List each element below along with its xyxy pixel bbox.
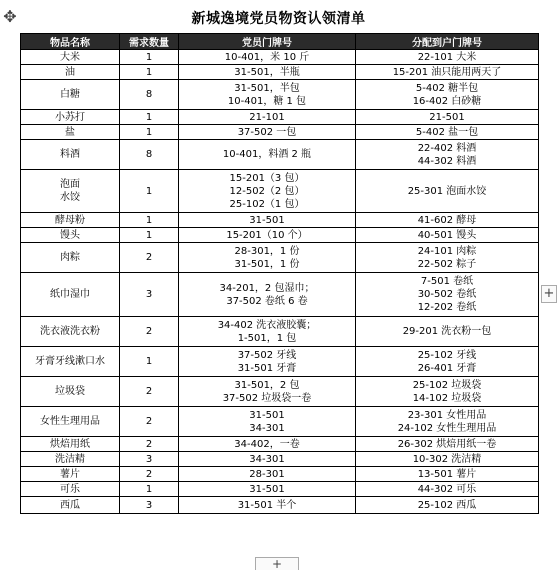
cell-quantity: 2 (120, 467, 179, 482)
table-row (21, 170, 539, 213)
cell-quantity: 1 (120, 213, 179, 228)
table-row (21, 452, 539, 467)
cell-quantity: 8 (120, 140, 179, 170)
cell-party-member-unit: 28-301，1 份 31-501，1 份 (179, 243, 356, 273)
cell-party-member-unit: 34-402，一卷 (179, 437, 356, 452)
supply-claim-table (20, 33, 539, 514)
cell-quantity: 3 (120, 497, 179, 514)
cell-party-member-unit: 34-201，2 包湿巾； 37-502 卷纸 6 卷 (179, 273, 356, 317)
cell-party-member-unit: 31-501，2 包 37-502 垃圾袋一卷 (179, 377, 356, 407)
cell-party-member-unit: 10-401，米 10 斤 (179, 50, 356, 65)
cell-item-name: 烘焙用纸 (21, 437, 120, 452)
cell-item-name: 白糖 (21, 80, 120, 110)
cell-item-name: 牙膏牙线漱口水 (21, 347, 120, 377)
cell-assigned-unit: 15-201 油只能用两天了 (356, 65, 539, 80)
table-row (21, 347, 539, 377)
cell-item-name: 油 (21, 65, 120, 80)
cell-item-name: 可乐 (21, 482, 120, 497)
table-row (21, 467, 539, 482)
cell-quantity: 1 (120, 125, 179, 140)
table-row (21, 273, 539, 317)
table-row (21, 228, 539, 243)
page-title: 新城逸境党员物资认领清单 (191, 11, 366, 27)
cell-party-member-unit: 31-501，半包 10-401，糖 1 包 (179, 80, 356, 110)
cell-quantity: 1 (120, 65, 179, 80)
cell-assigned-unit: 25-102 牙线 26-401 牙膏 (356, 347, 539, 377)
cell-quantity: 1 (120, 110, 179, 125)
cell-item-name: 盐 (21, 125, 120, 140)
cell-quantity: 8 (120, 80, 179, 110)
cell-assigned-unit: 22-402 料酒 44-302 料酒 (356, 140, 539, 170)
cell-party-member-unit: 15-201（3 包） 12-502（2 包） 25-102（1 包） (179, 170, 356, 213)
cell-quantity: 3 (120, 273, 179, 317)
header-quantity: 需求数量 (120, 34, 179, 50)
cell-party-member-unit: 10-401，料酒 2 瓶 (179, 140, 356, 170)
cell-assigned-unit: 25-301 泡面水饺 (356, 170, 539, 213)
table-row (21, 437, 539, 452)
table-row (21, 125, 539, 140)
table-row (21, 110, 539, 125)
cell-quantity: 1 (120, 228, 179, 243)
cell-assigned-unit: 5-402 盐一包 (356, 125, 539, 140)
cell-assigned-unit: 44-302 可乐 (356, 482, 539, 497)
cell-item-name: 女性生理用品 (21, 407, 120, 437)
add-row-plus-icon[interactable]: + (255, 557, 299, 570)
cell-item-name: 料酒 (21, 140, 120, 170)
cell-item-name: 泡面 水饺 (21, 170, 120, 213)
table-row (21, 50, 539, 65)
header-item-name: 物品名称 (21, 34, 120, 50)
cell-assigned-unit: 24-101 肉粽 22-502 粽子 (356, 243, 539, 273)
header-assigned-unit: 分配到户门牌号 (356, 34, 539, 50)
cell-party-member-unit: 31-501，半瓶 (179, 65, 356, 80)
cell-party-member-unit: 37-502 一包 (179, 125, 356, 140)
cell-party-member-unit: 37-502 牙线 31-501 牙膏 (179, 347, 356, 377)
table-header-row (21, 34, 539, 50)
cell-item-name: 垃圾袋 (21, 377, 120, 407)
cell-quantity: 1 (120, 50, 179, 65)
cell-assigned-unit: 26-302 烘焙用纸一卷 (356, 437, 539, 452)
table-body (21, 50, 539, 514)
table-row (21, 407, 539, 437)
cell-quantity: 2 (120, 317, 179, 347)
cell-party-member-unit: 34-301 (179, 452, 356, 467)
cell-quantity: 1 (120, 482, 179, 497)
cell-assigned-unit: 40-501 馒头 (356, 228, 539, 243)
cell-quantity: 2 (120, 437, 179, 452)
cell-assigned-unit: 25-102 垃圾袋 14-102 垃圾袋 (356, 377, 539, 407)
table-move-handle-icon[interactable]: ✥ (3, 7, 17, 26)
cell-quantity: 3 (120, 452, 179, 467)
cell-item-name: 肉粽 (21, 243, 120, 273)
cell-assigned-unit: 21-501 (356, 110, 539, 125)
cell-item-name: 馒头 (21, 228, 120, 243)
cell-assigned-unit: 23-301 女性用品 24-102 女性生理用品 (356, 407, 539, 437)
add-column-plus-icon[interactable]: + (541, 285, 557, 303)
cell-party-member-unit: 34-402 洗衣液胶囊； 1-501，1 包 (179, 317, 356, 347)
cell-party-member-unit: 15-201（10 个） (179, 228, 356, 243)
cell-item-name: 洗洁精 (21, 452, 120, 467)
cell-party-member-unit: 31-501 34-301 (179, 407, 356, 437)
table-row (21, 140, 539, 170)
cell-party-member-unit: 28-301 (179, 467, 356, 482)
table-row (21, 317, 539, 347)
table-row (21, 213, 539, 228)
cell-assigned-unit: 5-402 糖半包 16-402 白砂糖 (356, 80, 539, 110)
cell-item-name: 薯片 (21, 467, 120, 482)
table-row (21, 497, 539, 514)
cell-quantity: 1 (120, 347, 179, 377)
cell-party-member-unit: 21-101 (179, 110, 356, 125)
header-party-member-unit: 党员门牌号 (179, 34, 356, 50)
cell-party-member-unit: 31-501 半个 (179, 497, 356, 514)
cell-assigned-unit: 25-102 西瓜 (356, 497, 539, 514)
cell-assigned-unit: 29-201 洗衣粉一包 (356, 317, 539, 347)
cell-party-member-unit: 31-501 (179, 482, 356, 497)
cell-item-name: 小苏打 (21, 110, 120, 125)
table-row (21, 377, 539, 407)
cell-assigned-unit: 13-501 薯片 (356, 467, 539, 482)
cell-assigned-unit: 41-602 酵母 (356, 213, 539, 228)
cell-assigned-unit: 10-302 洗洁精 (356, 452, 539, 467)
table-row (21, 243, 539, 273)
table-row (21, 80, 539, 110)
cell-item-name: 西瓜 (21, 497, 120, 514)
cell-quantity: 1 (120, 170, 179, 213)
cell-item-name: 酵母粉 (21, 213, 120, 228)
cell-quantity: 2 (120, 377, 179, 407)
cell-item-name: 洗衣液洗衣粉 (21, 317, 120, 347)
table-row (21, 65, 539, 80)
cell-quantity: 2 (120, 407, 179, 437)
cell-party-member-unit: 31-501 (179, 213, 356, 228)
table-row (21, 482, 539, 497)
cell-assigned-unit: 22-101 大米 (356, 50, 539, 65)
cell-assigned-unit: 7-501 卷纸 30-502 卷纸 12-202 卷纸 (356, 273, 539, 317)
cell-item-name: 纸巾湿巾 (21, 273, 120, 317)
cell-item-name: 大米 (21, 50, 120, 65)
cell-quantity: 2 (120, 243, 179, 273)
